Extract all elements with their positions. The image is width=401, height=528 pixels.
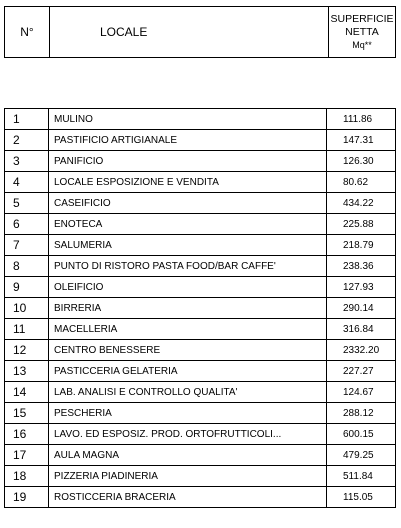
row-locale: PANIFICIO: [49, 151, 327, 172]
table-row: [5, 109, 396, 130]
row-superficie: 511.84: [327, 466, 396, 487]
table-row: [5, 445, 396, 466]
table-row: [5, 424, 396, 445]
table-row: [5, 172, 396, 193]
row-locale: PESCHERIA: [49, 403, 327, 424]
table-row: [5, 361, 396, 382]
row-locale: MACELLERIA: [49, 319, 327, 340]
row-locale: ENOTECA: [49, 214, 327, 235]
table-row: [5, 382, 396, 403]
table-row: [5, 319, 396, 340]
header-row: [5, 7, 396, 58]
row-number: 3: [5, 151, 49, 172]
row-locale: PASTIFICIO ARTIGIANALE: [49, 130, 327, 151]
row-superficie: 2332.20: [327, 340, 396, 361]
header-table: [4, 6, 396, 58]
row-superficie: 238.36: [327, 256, 396, 277]
row-locale: PASTICCERIA GELATERIA: [49, 361, 327, 382]
table-row: [5, 235, 396, 256]
row-superficie: 127.93: [327, 277, 396, 298]
row-locale: LOCALE ESPOSIZIONE E VENDITA: [49, 172, 327, 193]
row-superficie: 147.31: [327, 130, 396, 151]
row-number: 14: [5, 382, 49, 403]
row-superficie: 126.30: [327, 151, 396, 172]
row-number: 19: [5, 487, 49, 508]
row-superficie: 218.79: [327, 235, 396, 256]
row-superficie: 111.86: [327, 109, 396, 130]
rooms-table-body: [5, 109, 396, 508]
row-number: 18: [5, 466, 49, 487]
row-number: 8: [5, 256, 49, 277]
table-row: [5, 403, 396, 424]
row-superficie: 225.88: [327, 214, 396, 235]
row-number: 17: [5, 445, 49, 466]
table-row: [5, 340, 396, 361]
rooms-table: [4, 108, 396, 508]
table-row: [5, 193, 396, 214]
row-locale: BIRRERIA: [49, 298, 327, 319]
row-locale: PIZZERIA PIADINERIA: [49, 466, 327, 487]
row-superficie: 290.14: [327, 298, 396, 319]
row-number: 4: [5, 172, 49, 193]
row-number: 5: [5, 193, 49, 214]
row-superficie: 115.05: [327, 487, 396, 508]
row-superficie: 316.84: [327, 319, 396, 340]
table-row: [5, 298, 396, 319]
table-row: [5, 256, 396, 277]
row-number: 1: [5, 109, 49, 130]
row-superficie: 288.12: [327, 403, 396, 424]
row-number: 15: [5, 403, 49, 424]
table-row: [5, 214, 396, 235]
row-locale: PUNTO DI RISTORO PASTA FOOD/BAR CAFFE': [49, 256, 327, 277]
row-number: 13: [5, 361, 49, 382]
row-number: 12: [5, 340, 49, 361]
row-locale: CENTRO BENESSERE: [49, 340, 327, 361]
row-superficie: 124.67: [327, 382, 396, 403]
row-locale: ROSTICCERIA BRACERIA: [49, 487, 327, 508]
row-number: 2: [5, 130, 49, 151]
row-locale: LAB. ANALISI E CONTROLLO QUALITA': [49, 382, 327, 403]
row-locale: OLEIFICIO: [49, 277, 327, 298]
row-number: 7: [5, 235, 49, 256]
row-number: 9: [5, 277, 49, 298]
table-row: [5, 466, 396, 487]
row-superficie: 227.27: [327, 361, 396, 382]
header-locale: LOCALE: [50, 7, 329, 58]
row-superficie: 479.25: [327, 445, 396, 466]
row-superficie: 600.15: [327, 424, 396, 445]
row-locale: MULINO: [49, 109, 327, 130]
row-locale: CASEIFICIO: [49, 193, 327, 214]
row-number: 6: [5, 214, 49, 235]
row-locale: AULA MAGNA: [49, 445, 327, 466]
header-superficie-label: SUPERFICIE NETTA: [330, 12, 394, 38]
row-number: 16: [5, 424, 49, 445]
row-superficie: 80.62: [327, 172, 396, 193]
row-number: 10: [5, 298, 49, 319]
row-locale: LAVO. ED ESPOSIZ. PROD. ORTOFRUTTICOLI...: [49, 424, 327, 445]
header-superficie: [329, 7, 396, 58]
row-number: 11: [5, 319, 49, 340]
table-row: [5, 151, 396, 172]
table-row: [5, 487, 396, 508]
row-superficie: 434.22: [327, 193, 396, 214]
header-num: N°: [5, 7, 50, 58]
row-locale: SALUMERIA: [49, 235, 327, 256]
table-row: [5, 277, 396, 298]
table-row: [5, 130, 396, 151]
header-superficie-unit: Mq**: [352, 39, 372, 50]
